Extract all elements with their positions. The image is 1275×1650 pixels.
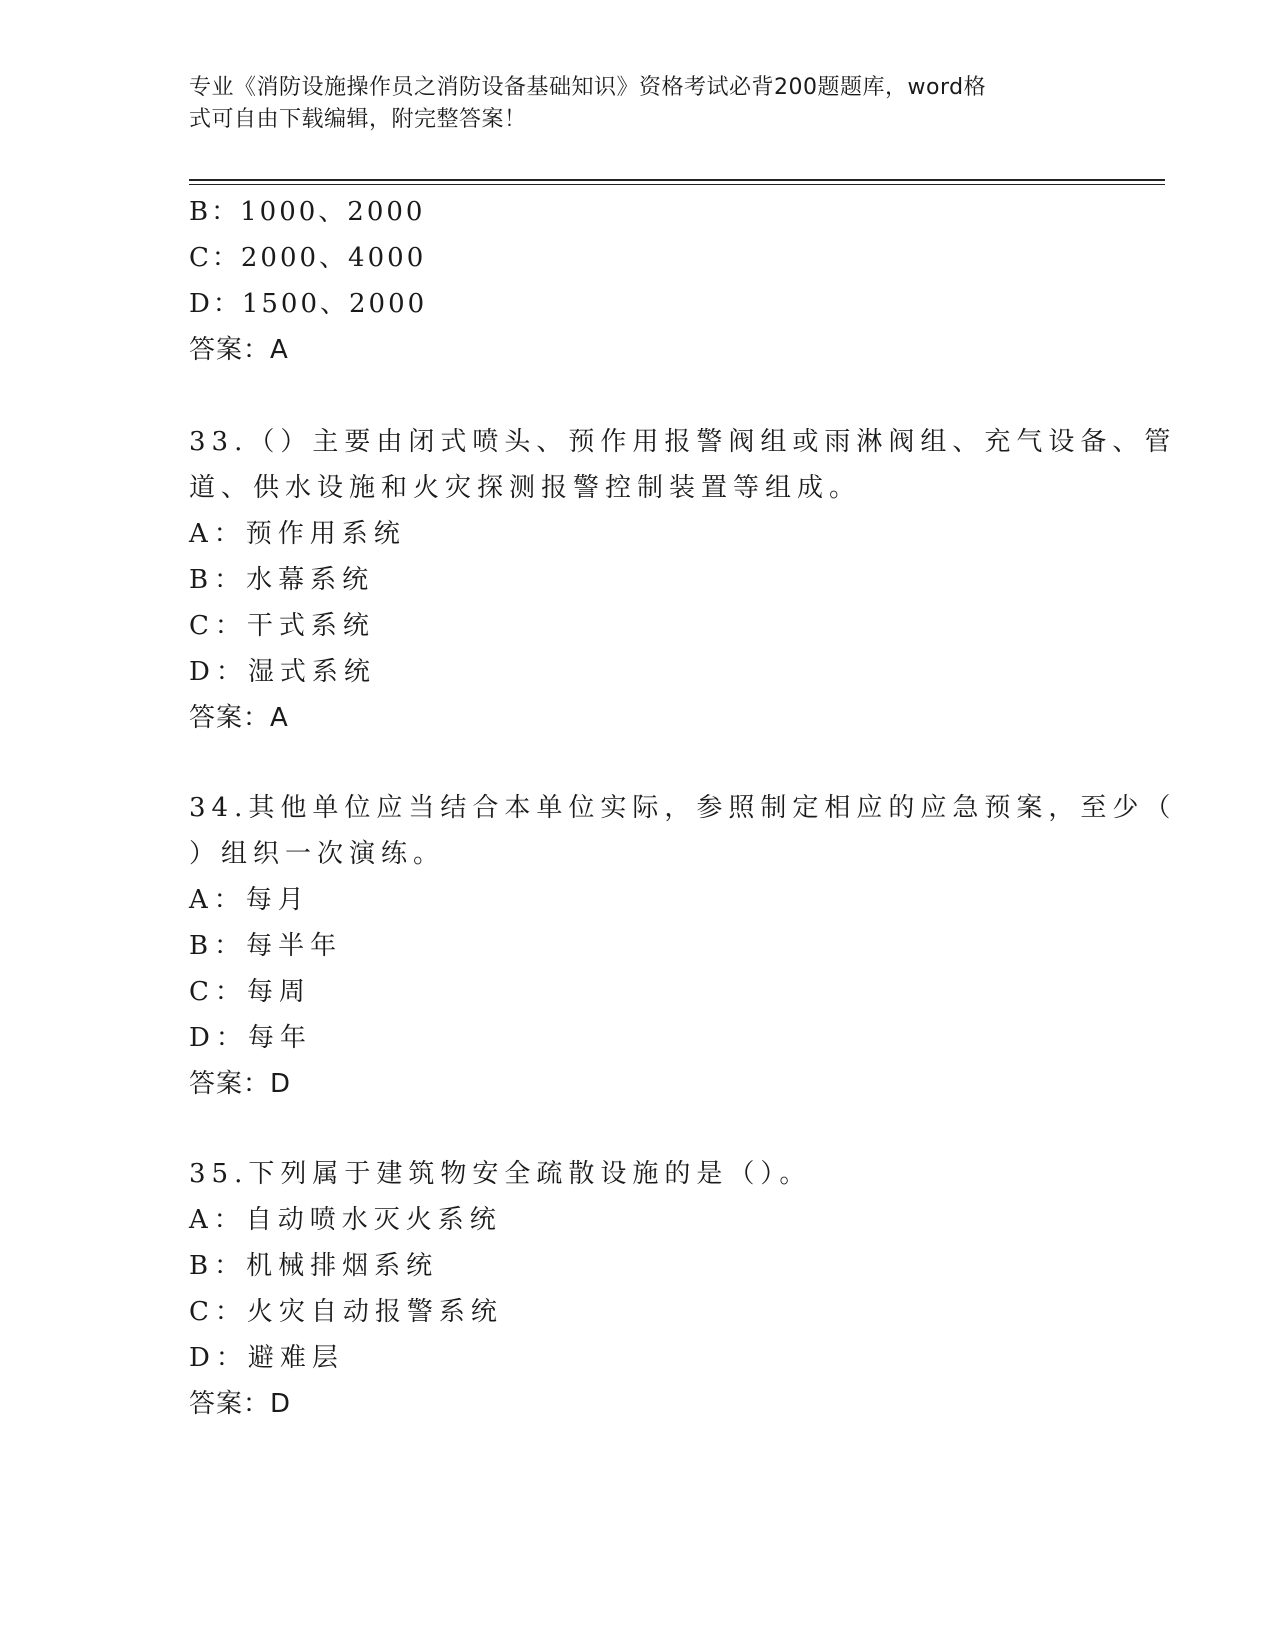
header-line-1: 专业《消防设施操作员之消防设备基础知识》资格考试必背200题题库，word格 [189, 75, 987, 100]
header-divider-thin [189, 184, 1165, 185]
q33-option-c: C：干式系统 [189, 611, 375, 641]
q35-option-d: D：避难层 [189, 1343, 344, 1373]
q35-answer: 答案：D [189, 1389, 292, 1419]
prev-option-b: B：1000、2000 [189, 197, 426, 227]
q35-option-a: A：自动喷水灭火系统 [189, 1205, 502, 1235]
q33-option-b: B：水幕系统 [189, 565, 375, 595]
q35-option-b: B：机械排烟系统 [189, 1251, 439, 1281]
q34-option-b: B：每半年 [189, 931, 343, 961]
q34-answer: 答案：D [189, 1069, 292, 1099]
header-line-2: 式可自由下载编辑，附完整答案！ [189, 107, 527, 132]
q35-stem-line-1: 35.下列属于建筑物安全疏散设施的是（）。 [189, 1159, 812, 1189]
document-header [189, 72, 1079, 136]
q34-stem-line-2: ）组织一次演练。 [189, 839, 446, 869]
q33-stem-line-1: 33.（）主要由闭式喷头、预作用报警阀组或雨淋阀组、充气设备、管 [189, 427, 1177, 457]
q34-option-c: C：每周 [189, 977, 311, 1007]
prev-option-d: D：1500、2000 [189, 289, 428, 319]
q34-stem-line-1: 34.其他单位应当结合本单位实际，参照制定相应的应急预案，至少（ [189, 793, 1177, 823]
header-divider-thick [189, 179, 1165, 181]
q33-option-d: D：湿式系统 [189, 657, 376, 687]
q35-option-c: C：火灾自动报警系统 [189, 1297, 503, 1327]
q33-stem-line-2: 道、供水设施和火灾探测报警控制装置等组成。 [189, 473, 862, 503]
prev-answer: 答案：A [189, 335, 289, 365]
q34-option-d: D：每年 [189, 1023, 312, 1053]
q33-option-a: A：预作用系统 [189, 519, 406, 549]
q34-option-a: A：每月 [189, 885, 310, 915]
q33-answer: 答案：A [189, 703, 289, 733]
prev-option-c: C：2000、4000 [189, 243, 427, 273]
